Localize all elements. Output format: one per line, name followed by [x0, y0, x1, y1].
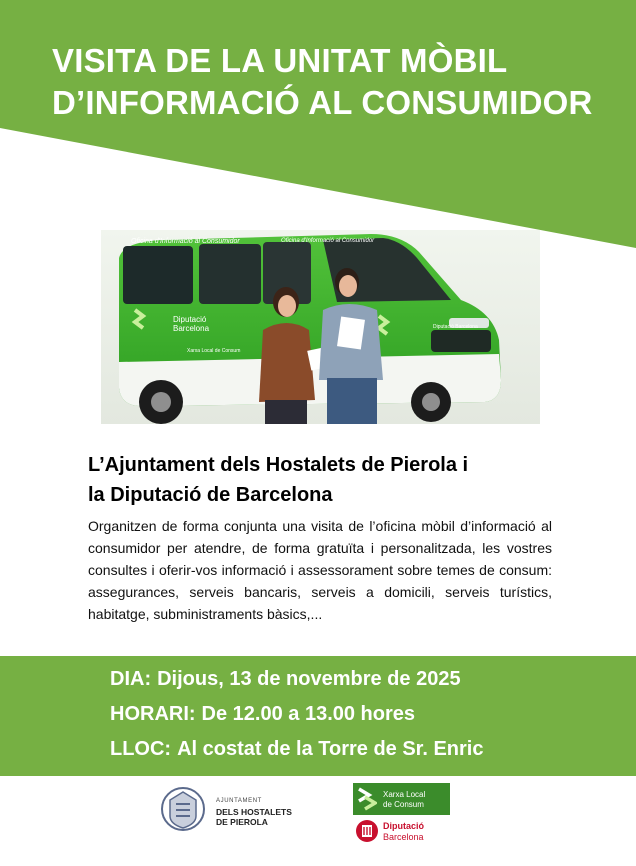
van-door-caption: Xarxa Local de Consum — [187, 348, 241, 354]
title-line-2: D’INFORMACIÓ AL CONSUMIDOR — [52, 84, 593, 121]
lloc-label: LLOC: — [110, 738, 172, 760]
ajuntament-logo — [160, 786, 340, 834]
van-front-logo: Diputació Barcelona — [433, 324, 478, 330]
xarxa-mark-icon — [357, 787, 377, 811]
van-front-text: Oficina d'Informació al Consumidor — [281, 238, 375, 244]
horari-value: De 12.00 a 13.00 hores — [201, 703, 416, 725]
ajuntament-small-text: AJUNTAMENT — [216, 798, 262, 804]
footer-logos — [0, 776, 636, 866]
dia-value: Dijous, 13 de novembre de 2025 — [157, 668, 461, 690]
van-photo — [101, 230, 540, 424]
intro-heading-line-2: la Diputació de Barcelona — [88, 484, 333, 506]
ajuntament-name-line-1: DELS HOSTALETS — [216, 807, 292, 817]
intro-body: Organitzen de forma conjunta una visita de l’oficina mòbil d’informació al consumidor per atendre, de forma gratuïta i personalitzada, les vostres consultes i oferir-vos informació i assessorament sobre temes de consum: assegurances, serveis bancaris, serveis a domicili, serveis turístics, habitatge, subministraments bàsics,... — [88, 518, 552, 622]
diputacio-emblem-icon — [355, 818, 379, 844]
xarxa-text-2: de Consum — [383, 800, 424, 809]
dia-label: DIA: — [110, 668, 152, 690]
diputacio-text-2: Barcelona — [383, 832, 424, 842]
header-background — [0, 0, 636, 250]
page-title — [52, 40, 632, 124]
info-row-lloc — [110, 737, 484, 761]
van-illustration — [101, 230, 540, 424]
ajuntament-emblem-icon — [160, 786, 206, 832]
xarxa-text-1: Xarxa Local — [383, 790, 426, 799]
diputacio-barcelona-logo — [353, 818, 453, 846]
title-line-1: VISITA DE LA UNITAT MÒBIL — [52, 42, 508, 79]
diputacio-text-1: Diputació — [383, 821, 425, 831]
van-side-text: Oficina d'Informació al Consumidor — [131, 238, 240, 245]
intro-heading — [88, 450, 558, 510]
horari-label: HORARI: — [110, 703, 196, 725]
van-door-logo-2: Barcelona — [173, 324, 210, 333]
ajuntament-name-line-2: DE PIEROLA — [216, 817, 268, 827]
van-door-logo-1: Diputació — [173, 315, 207, 324]
header-band — [0, 0, 636, 250]
intro-heading-line-1: L’Ajuntament dels Hostalets de Pierola i — [88, 454, 469, 476]
info-row-dia — [110, 667, 461, 691]
lloc-value: Al costat de la Torre de Sr. Enric — [177, 738, 484, 760]
info-row-horari — [110, 702, 415, 726]
xarxa-local-consum-logo — [353, 783, 450, 815]
event-info-band — [0, 656, 636, 776]
